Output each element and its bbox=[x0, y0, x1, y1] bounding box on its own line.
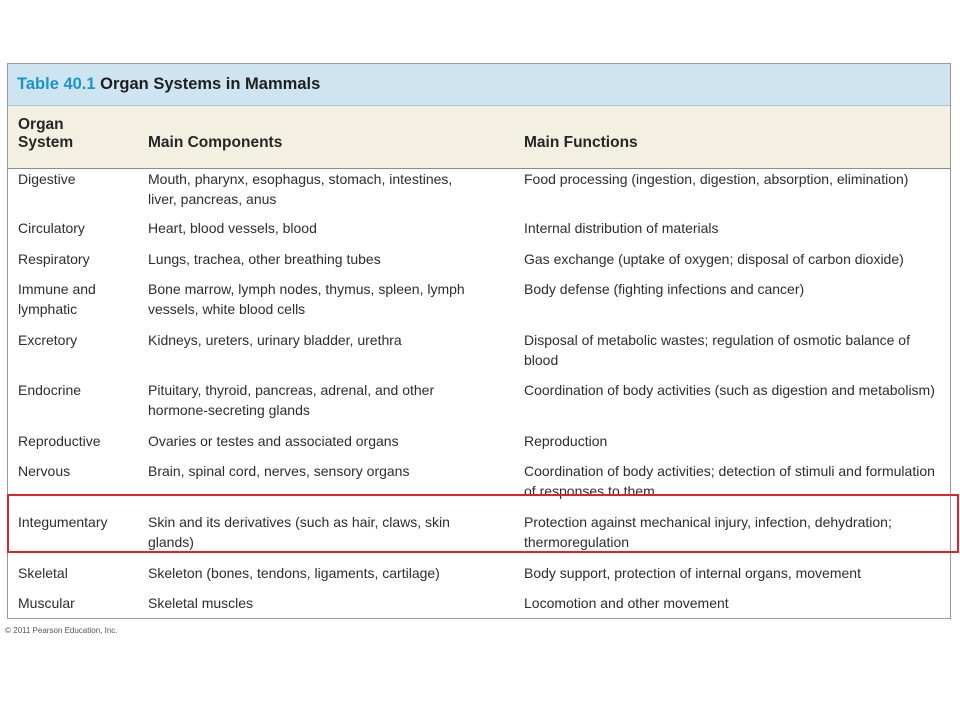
functions-cell: Reproduction bbox=[524, 433, 608, 449]
components-cell: Pituitary, thyroid, pancreas, adrenal, and other hormone-secreting glands bbox=[148, 382, 435, 418]
components-cell: Heart, blood vessels, blood bbox=[148, 220, 317, 236]
functions-cell: Coordination of body activities; detection of stimuli and formulation of responses to them bbox=[524, 463, 935, 499]
functions-cell: Body defense (fighting infections and cancer) bbox=[524, 281, 805, 297]
functions-cell: Locomotion and other movement bbox=[524, 595, 729, 611]
functions-cell: Body support, protection of internal organs, movement bbox=[524, 565, 861, 581]
components-cell: Ovaries or testes and associated organs bbox=[148, 433, 399, 449]
components-cell: Brain, spinal cord, nerves, sensory organs bbox=[148, 463, 410, 479]
organ-cell: Excretory bbox=[18, 332, 78, 348]
header-main-components: Main Components bbox=[148, 134, 283, 151]
components-cell: Skeletal muscles bbox=[148, 595, 254, 611]
functions-cell: Internal distribution of materials bbox=[524, 220, 719, 236]
integumentary-highlight-box bbox=[7, 494, 959, 553]
organ-cell: Respiratory bbox=[18, 251, 90, 267]
organ-cell: Reproductive bbox=[18, 433, 101, 449]
copyright-notice: © 2011 Pearson Education, Inc. bbox=[5, 626, 118, 635]
components-cell: Bone marrow, lymph nodes, thymus, spleen, lymph vessels, white blood cells bbox=[148, 281, 465, 317]
components-cell: Mouth, pharynx, esophagus, stomach, intestines, liver, pancreas, anus bbox=[148, 171, 453, 207]
functions-cell: Coordination of body activities (such as digestion and metabolism) bbox=[524, 382, 935, 398]
organ-cell: Muscular bbox=[18, 595, 75, 611]
components-cell: Kidneys, ureters, urinary bladder, urethra bbox=[148, 332, 402, 348]
components-cell: Skeleton (bones, tendons, ligaments, cartilage) bbox=[148, 565, 440, 581]
functions-cell: Protection against mechanical injury, infection, dehydration; thermoregulation bbox=[524, 514, 892, 550]
functions-cell: Disposal of metabolic wastes; regulation of osmotic balance of blood bbox=[524, 332, 910, 368]
header-organ-line2: System bbox=[18, 134, 74, 151]
header-organ-line1: Organ bbox=[18, 116, 64, 133]
table-header-row bbox=[8, 106, 950, 169]
organ-cell: Digestive bbox=[18, 171, 76, 187]
organ-cell: Endocrine bbox=[18, 382, 82, 398]
organ-cell: Nervous bbox=[18, 463, 71, 479]
organ-cell: Skeletal bbox=[18, 565, 68, 581]
functions-cell: Food processing (ingestion, digestion, absorption, elimination) bbox=[524, 171, 909, 187]
organ-cell: Immune and lymphatic bbox=[18, 281, 96, 317]
components-cell: Skin and its derivatives (such as hair, claws, skin glands) bbox=[148, 514, 450, 550]
organ-cell: Integumentary bbox=[18, 514, 108, 530]
header-main-functions: Main Functions bbox=[524, 134, 638, 151]
organ-cell: Circulatory bbox=[18, 220, 85, 236]
header-organ-system bbox=[18, 116, 128, 152]
table-number: Table 40.1 bbox=[17, 75, 96, 93]
functions-cell: Gas exchange (uptake of oxygen; disposal of carbon dioxide) bbox=[524, 251, 904, 267]
table-title bbox=[17, 75, 320, 94]
table-title-text: Organ Systems in Mammals bbox=[100, 75, 321, 93]
components-cell: Lungs, trachea, other breathing tubes bbox=[148, 251, 381, 267]
table-title-bar bbox=[8, 64, 950, 106]
